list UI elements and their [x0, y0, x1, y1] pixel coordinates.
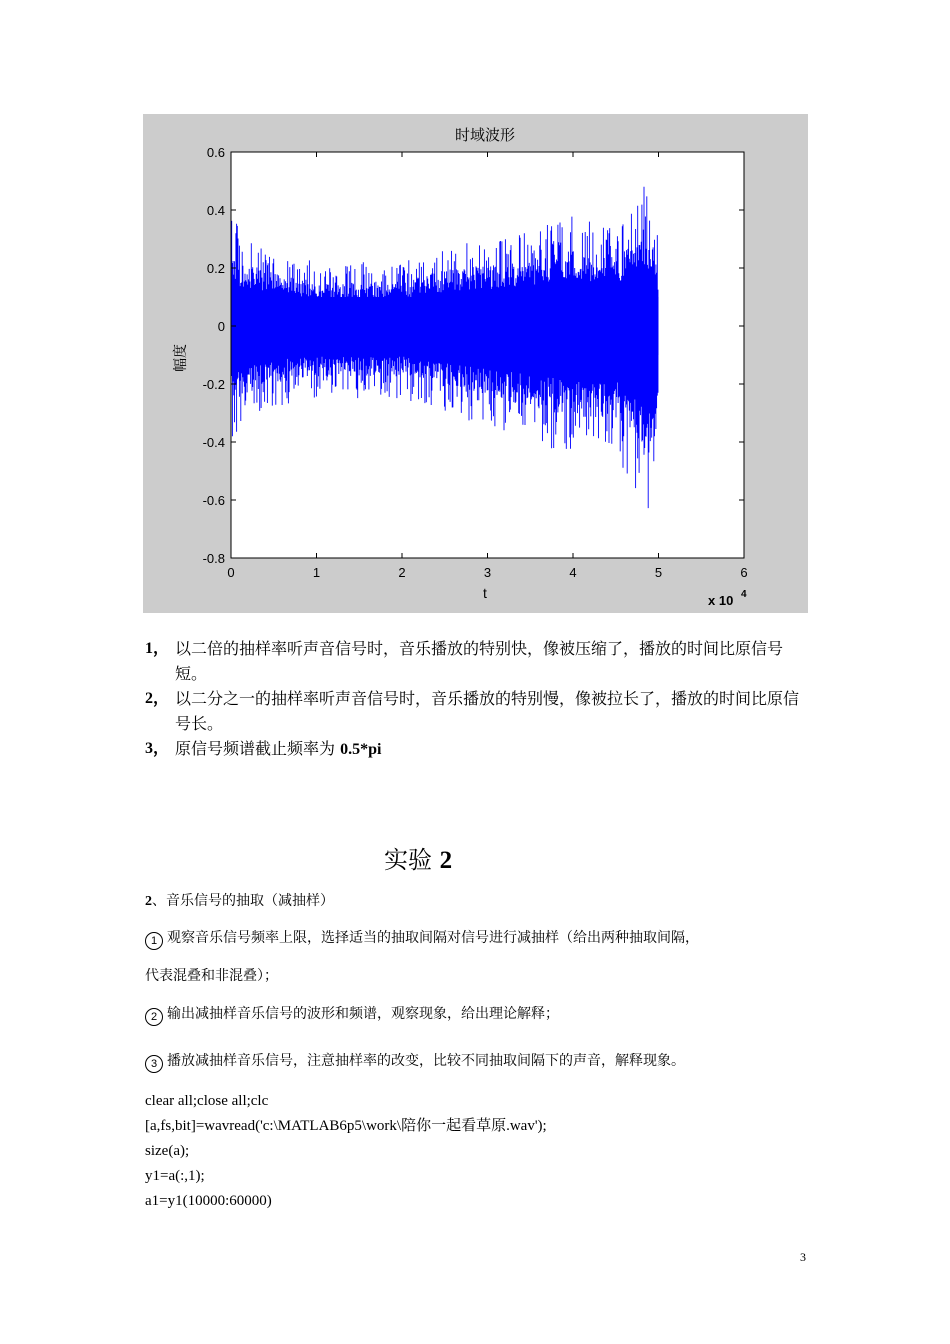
circled-number-icon: 1	[145, 932, 163, 950]
x-exponent-power: 4	[741, 589, 747, 600]
step-text: 代表混叠和非混叠）；	[145, 968, 278, 984]
x-tick-label: 4	[569, 565, 577, 580]
y-tick-label: -0.8	[202, 551, 225, 566]
section-title	[384, 840, 452, 875]
step-3	[145, 1050, 685, 1073]
chart-title: 时域波形	[454, 126, 516, 144]
note-number: 1，	[145, 640, 170, 657]
code-line: a1=y1(10000:60000)	[145, 1193, 272, 1209]
x-tick-label: 3	[483, 565, 492, 580]
note-1	[145, 636, 810, 686]
note-2	[145, 686, 810, 736]
step-text: 观察音乐信号频率上限，选择适当的抽取间隔对信号进行减抽样（给出两种抽取间隔，	[167, 930, 699, 946]
step-2	[145, 1003, 559, 1026]
note-3	[145, 736, 810, 762]
circled-number-icon: 2	[145, 1008, 163, 1026]
section-title-text: 实验	[384, 846, 432, 874]
code-line: [a,fs,bit]=wavread('c:\MATLAB6p5\work\陪你一起看草原.wav');	[145, 1118, 547, 1134]
section-title-number: 2	[439, 847, 453, 874]
y-axis-label: 幅度	[173, 344, 189, 372]
y-tick-label: 0.2	[206, 261, 225, 276]
y-tick-label: 0.6	[206, 145, 225, 160]
x-axis-label: t	[483, 585, 487, 601]
x-tick-label: 1	[312, 565, 321, 580]
subheading-number: 2	[145, 894, 152, 909]
subheading	[145, 890, 334, 910]
note-text: 以二分之一的抽样率听声音信号时，音乐播放的特别慢，像被拉长了，播放的时间比原信号长。	[175, 689, 800, 733]
x-tick-label: 2	[398, 565, 406, 580]
y-tick-label: -0.4	[202, 435, 225, 450]
page-number: 3	[800, 1250, 806, 1264]
waveform-figure	[143, 114, 808, 613]
signal-core	[231, 297, 659, 355]
observation-notes	[145, 636, 810, 762]
matlab-code-block	[145, 1089, 547, 1214]
step-1	[145, 927, 699, 950]
step-1-continued	[145, 965, 278, 985]
note-bold-value: 0.5*pi	[340, 741, 382, 758]
circled-number-icon: 3	[145, 1055, 163, 1073]
note-text: 以二倍的抽样率听声音信号时，音乐播放的特别快，像被压缩了，播放的时间比原信号短。	[175, 639, 784, 683]
waveform-chart	[143, 114, 808, 613]
step-text: 输出减抽样音乐信号的波形和频谱，观察现象，给出理论解释；	[167, 1006, 559, 1022]
y-tick-label: 0	[217, 319, 225, 334]
x-tick-label: 0	[227, 565, 235, 580]
code-line: clear all;close all;clc	[145, 1093, 269, 1109]
note-text: 原信号频谱截止频率为	[175, 739, 341, 758]
step-text: 播放减抽样音乐信号，注意抽样率的改变，比较不同抽取间隔下的声音，解释现象。	[167, 1053, 685, 1069]
note-number: 2，	[145, 690, 170, 707]
code-line: y1=a(:,1);	[145, 1168, 205, 1184]
note-number: 3，	[145, 740, 170, 757]
x-tick-label: 6	[740, 565, 748, 580]
x-tick-label: 5	[654, 565, 663, 580]
x-exponent-label: x 10	[708, 593, 734, 608]
y-tick-label: 0.4	[206, 203, 225, 218]
subheading-text: 、音乐信号的抽取（减抽样）	[152, 893, 334, 909]
y-tick-label: -0.2	[202, 377, 225, 392]
y-tick-label: -0.6	[202, 493, 225, 508]
code-line: size(a);	[145, 1143, 190, 1159]
